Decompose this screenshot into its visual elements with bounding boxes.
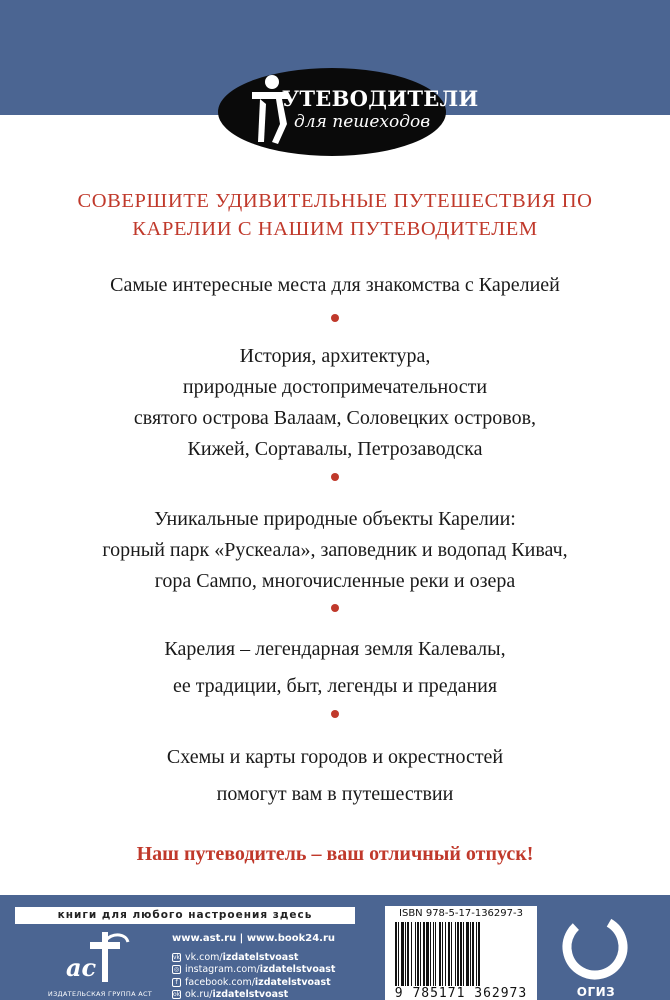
social-prefix: instagram.com/: [185, 964, 260, 976]
social-handle: izdatelstvoast: [212, 989, 289, 1000]
barcode-bar: [448, 922, 450, 986]
headline-line: КАРЕЛИИ С НАШИМ ПУТЕВОДИТЕЛЕМ: [132, 218, 538, 240]
slogan: Наш путеводитель – ваш отличный отпуск!: [136, 843, 534, 865]
website-links[interactable]: www.ast.ru | www.book24.ru: [172, 933, 336, 944]
social-prefix: facebook.com/: [185, 976, 255, 988]
barcode-bar: [451, 922, 452, 986]
publisher-name: ИЗДАТЕЛЬСКАЯ ГРУППА АСТ: [47, 990, 153, 998]
svg-text:ac: ac: [66, 953, 97, 982]
ok-icon: ok: [173, 991, 181, 999]
instagram-icon: ◎: [173, 966, 180, 974]
social-link-ok[interactable]: [172, 989, 335, 1000]
logo-subtitle: для пешеходов: [294, 112, 431, 132]
ean-digits: 9 785171 362973: [394, 986, 528, 1000]
feature-block: [0, 341, 670, 465]
walker-figure-icon: [250, 72, 290, 152]
isbn-box: [385, 906, 537, 1000]
isbn-number: ISBN 978-5-17-136297-3: [399, 908, 523, 919]
barcode-bar: [430, 922, 431, 986]
barcode-bar: [470, 922, 471, 986]
barcode-bar: [476, 922, 477, 986]
barcode-bar: [439, 922, 441, 986]
feature-line: помогут вам в путешествии: [216, 783, 454, 805]
barcode-bar: [420, 922, 421, 986]
ogiz-logo-icon: [555, 913, 635, 983]
barcode-bar: [466, 922, 469, 986]
barcode-bar: [426, 922, 429, 986]
feature-line: святого острова Валаам, Соловецких островов,: [133, 407, 537, 429]
headline-line: СОВЕРШИТЕ УДИВИТЕЛЬНЫЕ ПУТЕШЕСТВИЯ ПО: [77, 190, 593, 212]
barcode-bar: [415, 922, 416, 986]
barcode: [393, 922, 529, 986]
feature-block: [0, 742, 670, 810]
barcode-bar: [457, 922, 459, 986]
feature-line: природные достопримечательности: [182, 376, 488, 398]
barcode-bar: [455, 922, 456, 986]
barcode-bar: [395, 922, 397, 986]
social-handle: izdatelstvoast: [259, 964, 336, 976]
barcode-bar: [417, 922, 419, 986]
barcode-bar: [407, 922, 409, 986]
feature-block: [0, 270, 670, 301]
feature-line: История, архитектура,: [239, 345, 431, 367]
ast-logo-icon: [62, 930, 144, 986]
feature-block: [0, 634, 670, 702]
barcode-bar: [478, 922, 480, 986]
barcode-bar: [460, 922, 462, 986]
social-link-vk[interactable]: [172, 951, 335, 964]
bullet-dot: [331, 710, 339, 718]
social-link-instagram[interactable]: [172, 964, 335, 977]
social-links: [172, 951, 335, 1000]
feature-line: горный парк «Рускеала», заповедник и водопад Кивач,: [102, 539, 568, 561]
headline: [0, 187, 670, 243]
bullet-dot: [331, 604, 339, 612]
barcode-bar: [405, 922, 406, 986]
feature-line: Уникальные природные объекты Карелии:: [154, 508, 516, 530]
social-handle: izdatelstvoast: [254, 976, 331, 988]
barcode-bar: [423, 922, 425, 986]
series-logo: [218, 68, 479, 156]
barcode-bar: [463, 922, 464, 986]
feature-line: Карелия – легендарная земля Калевалы,: [164, 638, 506, 660]
barcode-bar: [472, 922, 474, 986]
feature-line: гора Сампо, многочисленные реки и озера: [154, 570, 516, 592]
barcode-bar: [433, 922, 434, 986]
social-prefix: ok.ru/: [185, 989, 213, 1000]
vk-icon: vk: [173, 953, 181, 961]
logo-title: УТЕВОДИТЕЛИ: [282, 86, 479, 111]
imprint-name: ОГИЗ: [576, 985, 616, 999]
feature-block: [0, 504, 670, 597]
social-handle: izdatelstvoast: [222, 951, 299, 963]
barcode-bar: [398, 922, 399, 986]
barcode-bar: [411, 922, 412, 986]
bullet-dot: [331, 314, 339, 322]
tagline: книги для любого настроения здесь: [15, 907, 355, 924]
barcode-bar: [435, 922, 436, 986]
feature-line: Кижей, Сортавалы, Петрозаводска: [187, 438, 483, 460]
feature-line: Схемы и карты городов и окрестностей: [166, 746, 504, 768]
facebook-icon: f: [172, 978, 181, 987]
barcode-bar: [401, 922, 404, 986]
bullet-dot: [331, 473, 339, 481]
feature-line: Самые интересные места для знакомства с Карелией: [110, 274, 560, 296]
social-link-facebook[interactable]: [172, 976, 335, 989]
barcode-bar: [442, 922, 443, 986]
social-prefix: vk.com/: [185, 951, 223, 963]
feature-line: ее традиции, быт, легенды и предания: [172, 675, 498, 697]
barcode-bar: [445, 922, 446, 986]
